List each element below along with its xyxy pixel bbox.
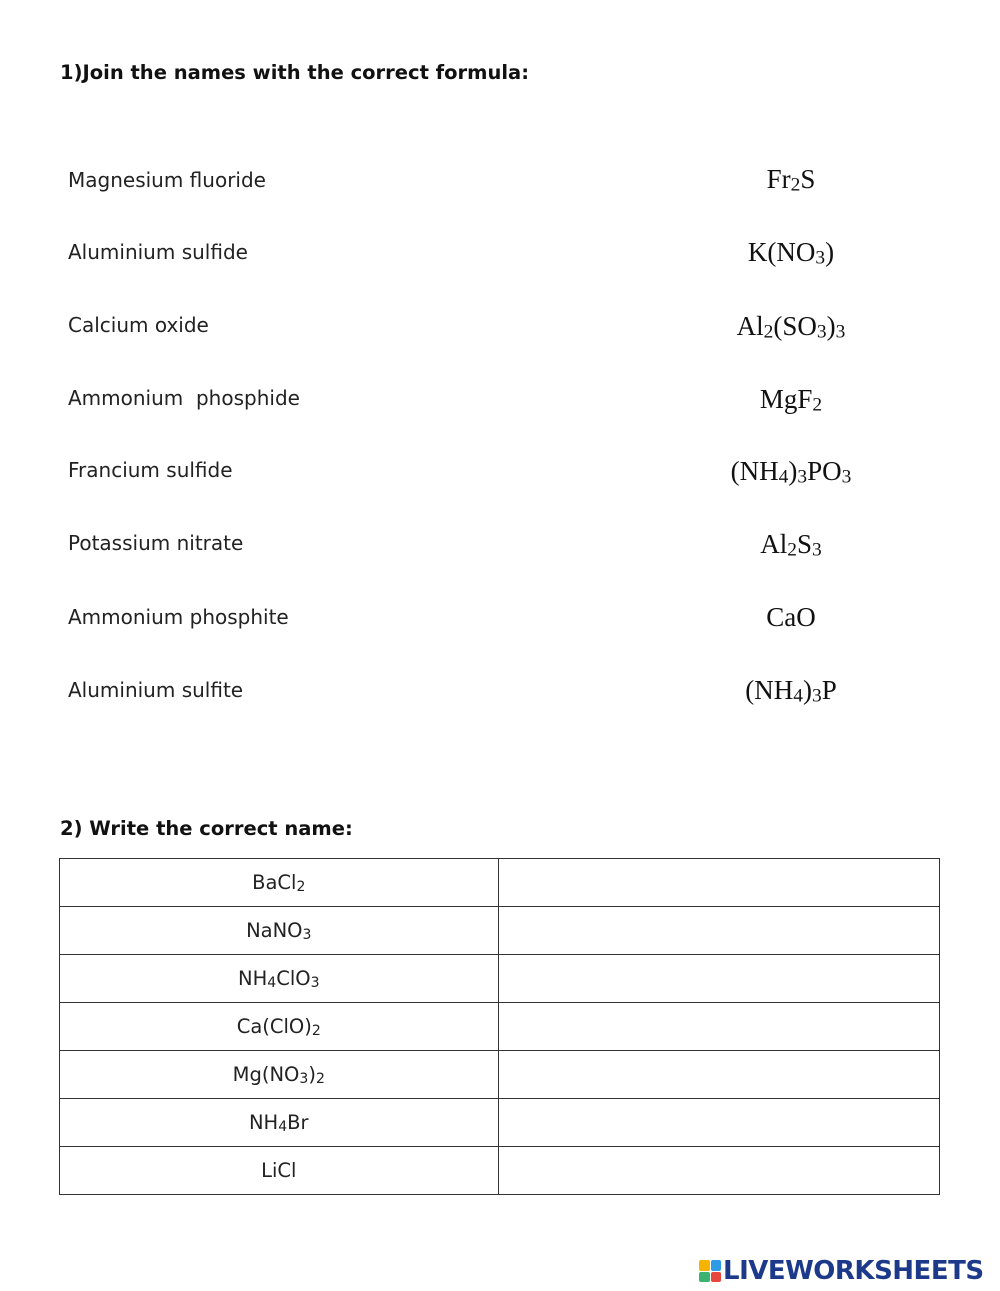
formula-text: Fr [766,164,791,194]
compound-formula [691,529,891,560]
answer-cell[interactable] [498,907,939,955]
formula-subscript: 3 [815,247,826,269]
formula-text: K(NO [747,237,816,267]
logo-icon-square [711,1260,722,1271]
formula-subscript: 3 [841,466,852,488]
formula-text: Al [736,311,764,341]
table-row [60,859,940,907]
compound-name: Francium sulfide [68,458,233,482]
formula-subscript: 2 [763,321,774,343]
formula-subscript: 3 [835,321,846,343]
formula-cell [60,1147,499,1195]
formula-text: NH [248,1111,279,1134]
formula-subscript: 3 [797,466,808,488]
compound-formula [691,456,891,487]
formula-text: NH [238,967,268,990]
formula-subscript: 3 [302,927,312,944]
formula-text: ) [826,311,836,341]
formula-subscript: 4 [267,975,277,992]
logo-icon-square [699,1260,710,1271]
formula-cell [60,1099,499,1147]
compound-name: Ammonium phosphite [68,605,289,629]
formula-text: Al [760,529,788,559]
formula-cell [60,1051,499,1099]
answer-cell[interactable] [498,955,939,1003]
answer-cell[interactable] [498,859,939,907]
formula-subscript: 2 [812,394,823,416]
formula-text: NaNO [246,919,303,942]
formula-text: ClO [276,967,311,990]
compound-name: Potassium nitrate [68,531,244,555]
table-row [60,1003,940,1051]
formula-subscript: 3 [816,321,827,343]
formula-text: S [796,529,813,559]
formula-text: LiCl [261,1159,297,1182]
table-row [60,1099,940,1147]
formula-subscript: 3 [310,975,320,992]
formula-subscript: 4 [793,685,803,707]
formula-text: ) [308,1063,316,1086]
formula-text: (NH [745,675,794,705]
compound-name: Aluminium sulfite [68,678,244,702]
formula-subscript: 2 [315,1071,325,1088]
formula-cell [60,955,499,1003]
formula-subscript: 2 [296,879,306,896]
formula-text: PO [807,456,842,486]
section2-heading: 2) Write the correct name: [60,817,353,840]
compound-formula [691,237,891,268]
answer-cell[interactable] [498,1051,939,1099]
compound-formula [691,164,891,195]
compound-formula [691,384,891,415]
formula-cell [60,907,499,955]
table-row [60,1051,940,1099]
answer-cell[interactable] [498,1099,939,1147]
formula-text: Ca(ClO) [236,1015,312,1038]
formula-text: P [821,675,837,705]
answer-cell[interactable] [498,1003,939,1051]
logo-icon [699,1260,721,1282]
answer-table [59,858,940,1195]
formula-text: BaCl [252,871,297,894]
formula-text: ) [802,675,812,705]
logo-icon-square [699,1272,710,1283]
formula-subscript: 3 [299,1071,309,1088]
logo-icon-square [711,1272,722,1283]
formula-subscript: 2 [790,174,801,196]
table-row [60,955,940,1003]
formula-subscript: 2 [787,539,797,561]
formula-text: (SO [773,311,817,341]
compound-formula [691,675,891,706]
formula-text: S [800,164,816,194]
formula-text: Br [287,1111,309,1134]
formula-text: ) [788,456,798,486]
formula-subscript: 4 [778,466,789,488]
formula-cell [60,859,499,907]
formula-subscript: 3 [811,685,822,707]
section1-heading: 1)Join the names with the correct formula: [60,61,530,84]
compound-name: Calcium oxide [68,313,209,337]
formula-subscript: 4 [278,1119,288,1136]
formula-subscript: 2 [311,1023,321,1040]
liveworksheets-logo [699,1256,984,1286]
formula-text: Mg(NO [232,1063,300,1086]
formula-subscript: 3 [812,539,822,561]
formula-text: (NH [730,456,779,486]
compound-name: Ammonium phosphide [68,386,300,410]
compound-name: Magnesium fluoride [68,168,266,192]
logo-text: LIVEWORKSHEETS [723,1256,984,1286]
table-row [60,907,940,955]
compound-formula [691,602,891,633]
table-row [60,1147,940,1195]
formula-text: ) [825,237,835,267]
formula-text: MgF [759,384,813,414]
formula-cell [60,1003,499,1051]
compound-name: Aluminium sulfide [68,240,248,264]
compound-formula [691,311,891,342]
formula-text: CaO [766,602,816,632]
answer-cell[interactable] [498,1147,939,1195]
